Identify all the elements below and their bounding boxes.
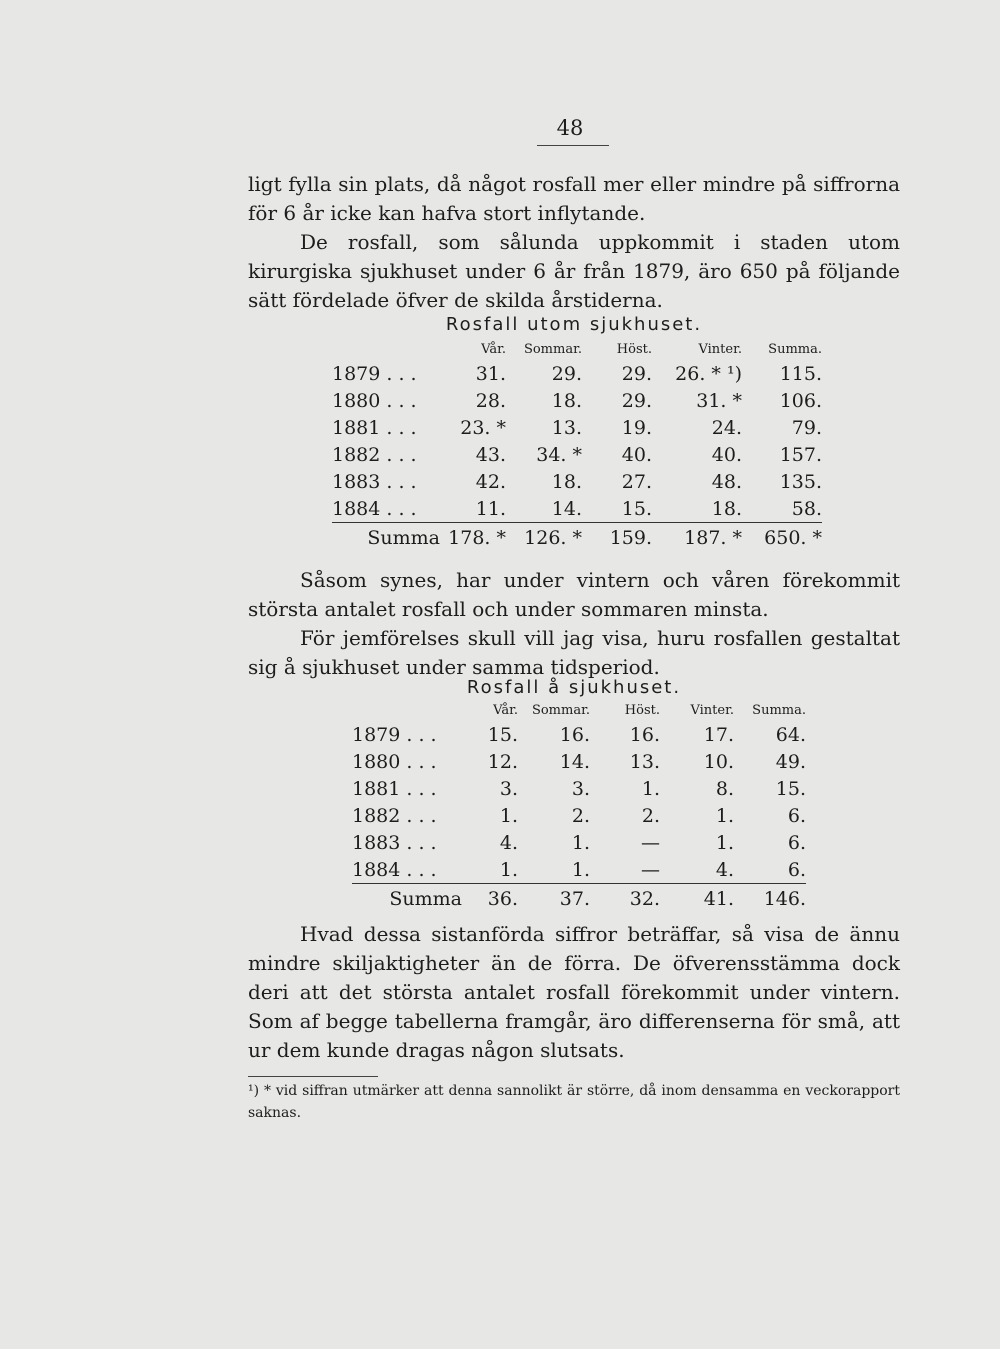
year-cell: 1879 . . .	[332, 362, 417, 385]
table-row	[352, 721, 806, 748]
table-row	[352, 775, 806, 802]
table2-col-header: Summa.	[752, 702, 806, 718]
value-cell: 6.	[787, 858, 806, 881]
year-cell: 1880 . . .	[352, 750, 437, 773]
table1-header-row	[332, 338, 822, 360]
paragraph-3: Såsom synes, har under vintern och våren förekommit största antalet rosfall och under sommaren minsta.	[248, 568, 900, 621]
value-cell: 106.	[779, 389, 822, 412]
table2-header-row	[352, 699, 806, 721]
year-cell: 1881 . . .	[352, 777, 437, 800]
table2-col-header: Vinter.	[690, 702, 734, 718]
total-cell: 159.	[582, 523, 652, 554]
value-cell: 19.	[621, 416, 652, 439]
table-total-row	[332, 523, 822, 554]
value-cell: 4.	[499, 831, 518, 854]
total-cell: 126. *	[506, 523, 582, 554]
value-cell: 34. *	[536, 443, 582, 466]
total-cell: 650. *	[742, 523, 822, 554]
value-cell: 31. *	[696, 389, 742, 412]
value-cell: 4.	[715, 858, 734, 881]
value-cell: 16.	[629, 723, 660, 746]
table-row	[332, 441, 822, 468]
value-cell: 6.	[787, 831, 806, 854]
value-cell: —	[641, 858, 660, 881]
table-row	[332, 414, 822, 441]
value-cell: 1.	[571, 858, 590, 881]
table2-col-header: Sommar.	[531, 702, 590, 718]
value-cell: 17.	[703, 723, 734, 746]
year-cell: 1884 . . .	[352, 858, 437, 881]
paragraph-1: ligt fylla sin plats, då något rosfall mer eller mindre på siffrorna för 6 år icke kan hafva stort inflytande.	[248, 172, 900, 225]
value-cell: 23. *	[460, 416, 506, 439]
value-cell: 24.	[711, 416, 742, 439]
paragraph-2: De rosfall, som sålunda uppkommit i staden utom kirurgiska sjukhuset under 6 år från 1879, äro 650 på följande sätt fördelade öfver de skilda årstiderna.	[248, 230, 900, 312]
value-cell: 28.	[475, 389, 506, 412]
value-cell: 15.	[621, 497, 652, 520]
value-cell: 29.	[621, 389, 652, 412]
table2-col-header: Vår.	[493, 702, 518, 718]
value-cell: 13.	[629, 750, 660, 773]
total-cell: 37.	[518, 884, 590, 915]
value-cell: 15.	[487, 723, 518, 746]
table-row	[332, 495, 822, 523]
value-cell: 1.	[641, 777, 660, 800]
year-cell: 1884 . . .	[332, 497, 417, 520]
value-cell: 27.	[621, 470, 652, 493]
value-cell: 29.	[621, 362, 652, 385]
total-cell: 146.	[734, 884, 806, 915]
year-cell: 1881 . . .	[332, 416, 417, 439]
table-row	[352, 856, 806, 884]
total-label: Summa	[352, 884, 462, 915]
value-cell: 40.	[711, 443, 742, 466]
table-row	[332, 360, 822, 387]
year-cell: 1883 . . .	[332, 470, 417, 493]
year-cell: 1882 . . .	[332, 443, 417, 466]
value-cell: 2.	[571, 804, 590, 827]
table1-col-header: Sommar.	[523, 341, 582, 357]
value-cell: —	[641, 831, 660, 854]
value-cell: 79.	[791, 416, 822, 439]
value-cell: 1.	[499, 804, 518, 827]
value-cell: 64.	[775, 723, 806, 746]
value-cell: 15.	[775, 777, 806, 800]
value-cell: 6.	[787, 804, 806, 827]
table1-col-header: Vinter.	[698, 341, 742, 357]
total-label: Summa	[332, 523, 440, 554]
table1-heading: Rosfall utom sjukhuset.	[445, 314, 703, 335]
year-cell: 1880 . . .	[332, 389, 417, 412]
year-cell: 1883 . . .	[352, 831, 437, 854]
total-cell: 32.	[590, 884, 660, 915]
total-cell: 36.	[462, 884, 518, 915]
value-cell: 3.	[499, 777, 518, 800]
page-number: 48	[556, 116, 584, 140]
value-cell: 12.	[487, 750, 518, 773]
value-cell: 1.	[715, 804, 734, 827]
page-number-rule	[537, 145, 609, 146]
value-cell: 13.	[551, 416, 582, 439]
footnote: ¹) * vid siffran utmärker att denna sannolikt är större, då inom densamma en veckorapport saknas.	[248, 1083, 900, 1121]
table-row	[352, 748, 806, 775]
value-cell: 31.	[475, 362, 506, 385]
value-cell: 43.	[475, 443, 506, 466]
value-cell: 18.	[551, 470, 582, 493]
value-cell: 49.	[775, 750, 806, 773]
value-cell: 29.	[551, 362, 582, 385]
table1-col-header: Vår.	[481, 341, 506, 357]
value-cell: 58.	[791, 497, 822, 520]
value-cell: 18.	[711, 497, 742, 520]
table2-heading: Rosfall å sjukhuset.	[466, 677, 682, 698]
table-row	[332, 387, 822, 414]
value-cell: 14.	[559, 750, 590, 773]
value-cell: 157.	[779, 443, 822, 466]
value-cell: 10.	[703, 750, 734, 773]
value-cell: 2.	[641, 804, 660, 827]
value-cell: 115.	[779, 362, 822, 385]
table-total-row	[352, 884, 806, 915]
table1-col-header: Summa.	[768, 341, 822, 357]
total-cell: 41.	[660, 884, 734, 915]
total-cell: 187. *	[652, 523, 742, 554]
table-row	[352, 802, 806, 829]
year-cell: 1882 . . .	[352, 804, 437, 827]
value-cell: 1.	[499, 858, 518, 881]
paragraph-5: Hvad dessa sistanförda siffror beträffar, så visa de ännu mindre skiljaktigheter än de förra. De öfverensstämma dock deri att det största antalet rosfall förekommit under vintern. Som af begge tabellerna framgår, äro differenserna för små, att ur dem kunde dragas någon slutsats.	[248, 922, 900, 1062]
year-cell: 1879 . . .	[352, 723, 437, 746]
table1-col-header: Höst.	[616, 341, 652, 357]
value-cell: 26. * ¹)	[675, 362, 742, 385]
table-row	[332, 468, 822, 495]
value-cell: 1.	[571, 831, 590, 854]
table-rosfall-utom	[332, 338, 822, 553]
table-rosfall-sjukhuset	[352, 699, 806, 914]
value-cell: 42.	[475, 470, 506, 493]
value-cell: 40.	[621, 443, 652, 466]
value-cell: 16.	[559, 723, 590, 746]
value-cell: 11.	[475, 497, 506, 520]
table-row	[352, 829, 806, 856]
value-cell: 14.	[551, 497, 582, 520]
table2-col-header: Höst.	[624, 702, 660, 718]
value-cell: 135.	[779, 470, 822, 493]
value-cell: 18.	[551, 389, 582, 412]
value-cell: 48.	[711, 470, 742, 493]
value-cell: 3.	[571, 777, 590, 800]
footnote-rule	[248, 1076, 378, 1077]
paragraph-4: För jemförelses skull vill jag visa, huru rosfallen gestaltat sig å sjukhuset under samma tidsperiod.	[248, 626, 900, 679]
value-cell: 8.	[715, 777, 734, 800]
total-cell: 178. *	[440, 523, 506, 554]
value-cell: 1.	[715, 831, 734, 854]
